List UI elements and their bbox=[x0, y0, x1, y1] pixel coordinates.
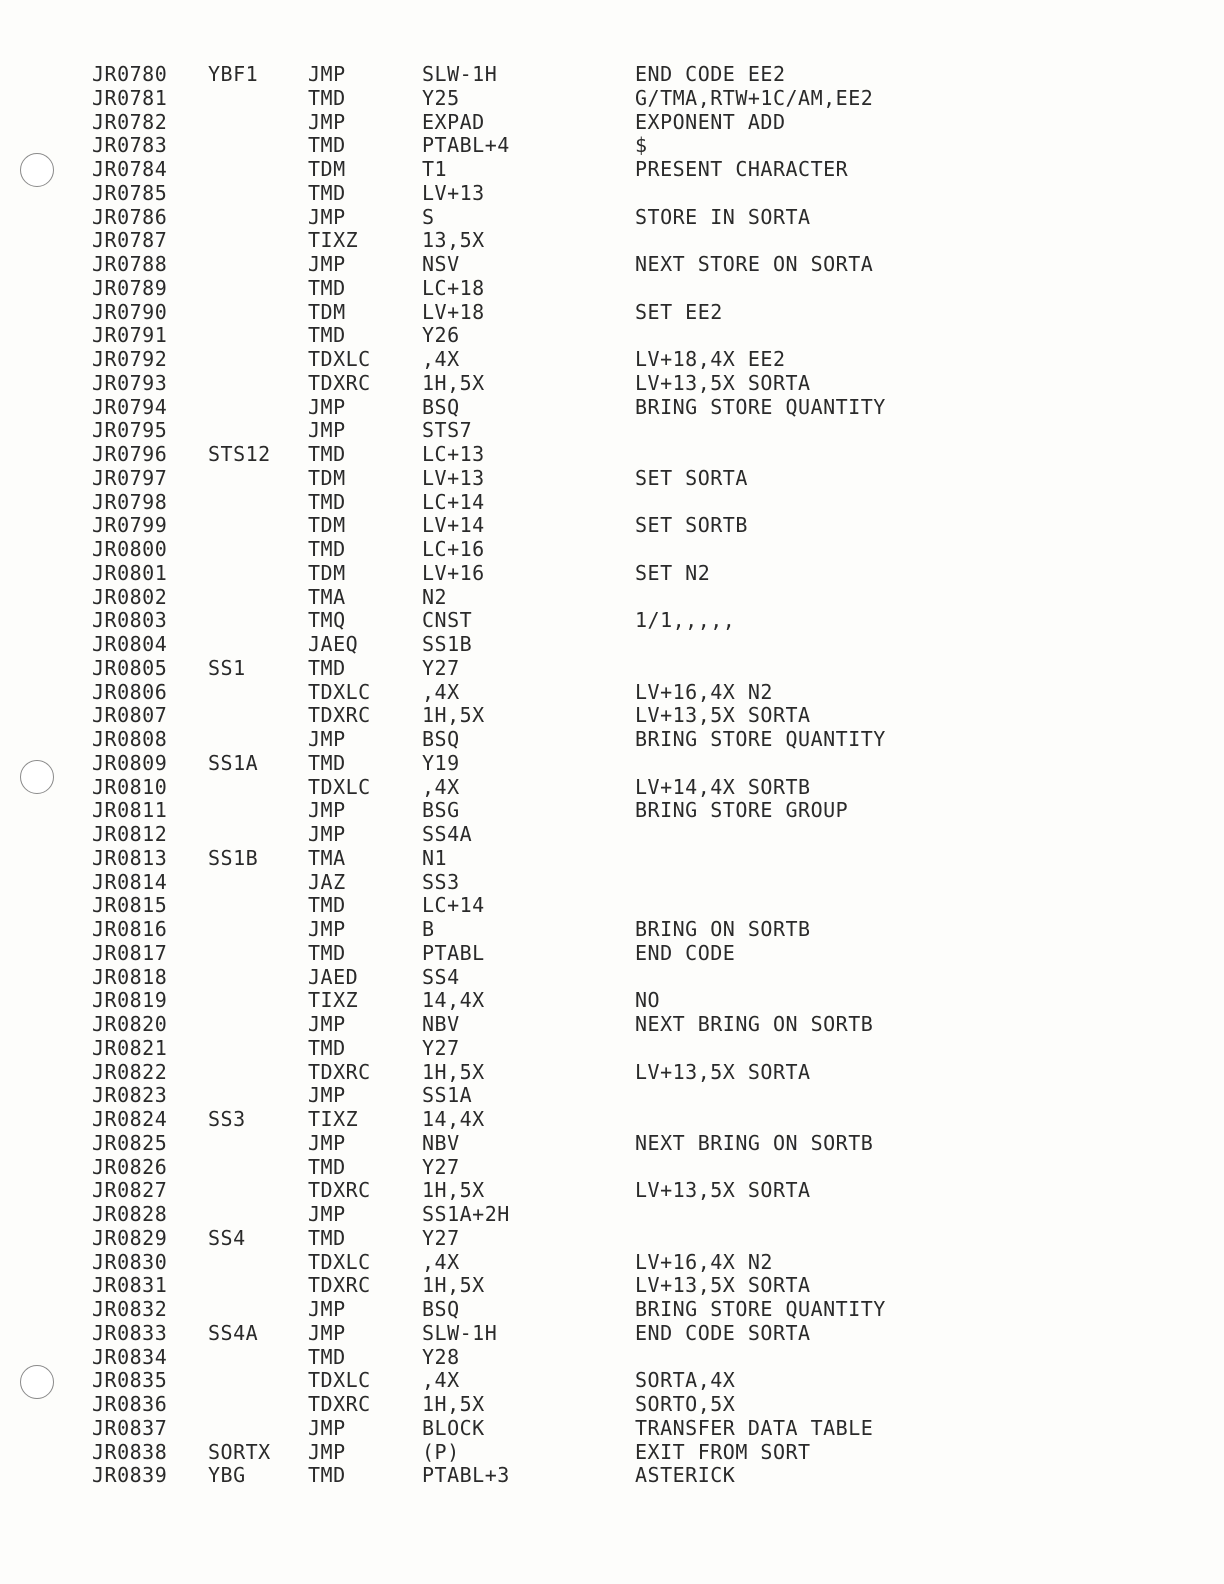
listing-row bbox=[92, 633, 992, 657]
sequence-number: JR0839 bbox=[92, 1463, 168, 1488]
opcode-field: TMD bbox=[308, 1463, 346, 1488]
operand-field: B bbox=[422, 917, 435, 941]
opcode-field: TDXLC bbox=[308, 347, 371, 371]
opcode-field: TMQ bbox=[308, 608, 346, 633]
operand-field: PTABL+3 bbox=[422, 1463, 510, 1488]
sequence-number: JR0819 bbox=[92, 988, 168, 1013]
listing-row bbox=[92, 111, 992, 135]
operand-field: LC+16 bbox=[422, 537, 485, 561]
label-field: SS1A bbox=[208, 750, 259, 775]
sequence-number: JR0788 bbox=[92, 252, 168, 276]
sequence-number: JR0802 bbox=[92, 584, 168, 609]
comment-field: END CODE SORTA bbox=[635, 1320, 811, 1345]
opcode-field: JMP bbox=[308, 917, 346, 941]
operand-field: SS3 bbox=[422, 869, 460, 894]
opcode-field: TDXRC bbox=[308, 370, 371, 395]
listing-row bbox=[92, 63, 992, 87]
comment-field: BRING STORE QUANTITY bbox=[635, 1297, 886, 1321]
opcode-field: TDXRC bbox=[308, 1178, 371, 1203]
listing-row bbox=[92, 966, 992, 990]
comment-field: ASTERICK bbox=[635, 1463, 736, 1488]
listing-row bbox=[92, 514, 992, 538]
opcode-field: JMP bbox=[308, 1439, 346, 1464]
listing-row bbox=[92, 1203, 992, 1227]
comment-field: SET SORTA bbox=[635, 465, 748, 490]
comment-field: LV+16,4X N2 bbox=[635, 679, 773, 704]
sequence-number: JR0821 bbox=[92, 1035, 168, 1060]
operand-field: 13,5X bbox=[422, 228, 485, 253]
comment-field: $ bbox=[635, 133, 648, 158]
listing-row bbox=[92, 1037, 992, 1061]
opcode-field: TMD bbox=[308, 1344, 346, 1369]
comment-field: NEXT STORE ON SORTA bbox=[635, 252, 874, 276]
sequence-number: JR0818 bbox=[92, 964, 168, 989]
listing-row bbox=[92, 1179, 992, 1203]
operand-field: SS1A bbox=[422, 1083, 473, 1108]
operand-field: SS1A+2H bbox=[422, 1202, 510, 1226]
opcode-field: TDXRC bbox=[308, 703, 371, 728]
opcode-field: JMP bbox=[308, 798, 346, 823]
sequence-number: JR0828 bbox=[92, 1202, 168, 1226]
opcode-field: JMP bbox=[308, 109, 346, 134]
opcode-field: JMP bbox=[308, 822, 346, 846]
operand-field: Y26 bbox=[422, 323, 460, 348]
opcode-field: TMD bbox=[308, 940, 346, 965]
opcode-field: TDXLC bbox=[308, 1368, 371, 1393]
operand-field: NBV bbox=[422, 1130, 460, 1155]
sequence-number: JR0801 bbox=[92, 560, 168, 585]
listing-row bbox=[92, 609, 992, 633]
operand-field: LV+18 bbox=[422, 299, 485, 324]
comment-field: LV+13,5X SORTA bbox=[635, 703, 811, 728]
operand-field: 1H,5X bbox=[422, 1178, 485, 1203]
opcode-field: JMP bbox=[308, 62, 346, 86]
listing-row bbox=[92, 538, 992, 562]
opcode-field: TDXLC bbox=[308, 679, 371, 704]
operand-field: BSQ bbox=[422, 1297, 460, 1321]
sequence-number: JR0787 bbox=[92, 228, 168, 253]
comment-field: LV+13,5X SORTA bbox=[635, 370, 811, 395]
operand-field: 1H,5X bbox=[422, 1059, 485, 1084]
listing-row bbox=[92, 681, 992, 705]
sequence-number: JR0835 bbox=[92, 1368, 168, 1393]
label-field: SS4 bbox=[208, 1225, 246, 1250]
sequence-number: JR0833 bbox=[92, 1320, 168, 1345]
listing-row bbox=[92, 396, 992, 420]
sequence-number: JR0805 bbox=[92, 655, 168, 680]
operand-field: LC+18 bbox=[422, 275, 485, 300]
opcode-field: TMD bbox=[308, 1035, 346, 1060]
opcode-field: JMP bbox=[308, 1297, 346, 1321]
listing-row bbox=[92, 1084, 992, 1108]
sequence-number: JR0816 bbox=[92, 917, 168, 941]
sequence-number: JR0803 bbox=[92, 608, 168, 633]
listing-row bbox=[92, 277, 992, 301]
operand-field: ,4X bbox=[422, 679, 460, 704]
label-field: STS12 bbox=[208, 442, 271, 466]
sequence-number: JR0796 bbox=[92, 442, 168, 466]
opcode-field: TDM bbox=[308, 157, 346, 181]
operand-field: ,4X bbox=[422, 774, 460, 799]
comment-field: NEXT BRING ON SORTB bbox=[635, 1130, 874, 1155]
sequence-number: JR0807 bbox=[92, 703, 168, 728]
listing-row bbox=[92, 942, 992, 966]
comment-field: SET N2 bbox=[635, 560, 711, 585]
operand-field: LV+14 bbox=[422, 513, 485, 538]
comment-field: NO bbox=[635, 988, 661, 1013]
opcode-field: TMA bbox=[308, 584, 346, 609]
listing-row bbox=[92, 562, 992, 586]
opcode-field: TMD bbox=[308, 1154, 346, 1179]
sequence-number: JR0793 bbox=[92, 370, 168, 395]
listing-row bbox=[92, 823, 992, 847]
operand-field: SS4A bbox=[422, 822, 473, 846]
opcode-field: TMA bbox=[308, 845, 346, 870]
listing-row bbox=[92, 1013, 992, 1037]
listing-row bbox=[92, 799, 992, 823]
comment-field: TRANSFER DATA TABLE bbox=[635, 1415, 874, 1440]
sequence-number: JR0829 bbox=[92, 1225, 168, 1250]
operand-field: Y27 bbox=[422, 1225, 460, 1250]
listing-row bbox=[92, 1274, 992, 1298]
operand-field: LV+16 bbox=[422, 560, 485, 585]
listing-row bbox=[92, 372, 992, 396]
sequence-number: JR0810 bbox=[92, 774, 168, 799]
comment-field: SORTO,5X bbox=[635, 1392, 736, 1416]
opcode-field: TDXLC bbox=[308, 1249, 371, 1274]
sequence-number: JR0791 bbox=[92, 323, 168, 348]
listing-row bbox=[92, 206, 992, 230]
listing-row bbox=[92, 467, 992, 491]
listing-row bbox=[92, 182, 992, 206]
sequence-number: JR0824 bbox=[92, 1107, 168, 1131]
listing-row bbox=[92, 657, 992, 681]
operand-field: 1H,5X bbox=[422, 1392, 485, 1416]
opcode-field: JMP bbox=[308, 1415, 346, 1440]
opcode-field: JMP bbox=[308, 1202, 346, 1226]
listing-row bbox=[92, 301, 992, 325]
operand-field: 1H,5X bbox=[422, 370, 485, 395]
sequence-number: JR0781 bbox=[92, 85, 168, 110]
opcode-field: TDXRC bbox=[308, 1059, 371, 1084]
comment-field: BRING STORE QUANTITY bbox=[635, 727, 886, 751]
operand-field: BLOCK bbox=[422, 1415, 485, 1440]
sequence-number: JR0826 bbox=[92, 1154, 168, 1179]
operand-field: LV+13 bbox=[422, 465, 485, 490]
operand-field: N2 bbox=[422, 584, 448, 609]
operand-field: CNST bbox=[422, 608, 473, 633]
opcode-field: TMD bbox=[308, 750, 346, 775]
comment-field: BRING STORE QUANTITY bbox=[635, 394, 886, 419]
comment-field: STORE IN SORTA bbox=[635, 204, 811, 229]
sequence-number: JR0809 bbox=[92, 750, 168, 775]
comment-field: LV+13,5X SORTA bbox=[635, 1178, 811, 1203]
listing-row bbox=[92, 1061, 992, 1085]
comment-field: 1/1,,,,, bbox=[635, 608, 736, 633]
opcode-field: TDXRC bbox=[308, 1392, 371, 1416]
operand-field: ,4X bbox=[422, 347, 460, 371]
listing-row bbox=[92, 1132, 992, 1156]
sequence-number: JR0785 bbox=[92, 180, 168, 205]
sequence-number: JR0834 bbox=[92, 1344, 168, 1369]
sequence-number: JR0782 bbox=[92, 109, 168, 134]
sequence-number: JR0799 bbox=[92, 513, 168, 538]
label-field: SS1B bbox=[208, 845, 259, 870]
opcode-field: TMD bbox=[308, 442, 346, 466]
opcode-field: JMP bbox=[308, 1130, 346, 1155]
comment-field: END CODE EE2 bbox=[635, 62, 786, 86]
label-field: SORTX bbox=[208, 1439, 271, 1464]
listing-row bbox=[92, 158, 992, 182]
operand-field: 14,4X bbox=[422, 1107, 485, 1131]
sequence-number: JR0836 bbox=[92, 1392, 168, 1416]
punch-hole-top bbox=[20, 153, 54, 187]
sequence-number: JR0820 bbox=[92, 1012, 168, 1036]
opcode-field: JMP bbox=[308, 204, 346, 229]
listing-row bbox=[92, 134, 992, 158]
operand-field: LV+13 bbox=[422, 180, 485, 205]
listing-row bbox=[92, 586, 992, 610]
sequence-number: JR0812 bbox=[92, 822, 168, 846]
opcode-field: JMP bbox=[308, 1083, 346, 1108]
comment-field: LV+13,5X SORTA bbox=[635, 1273, 811, 1298]
listing-row bbox=[92, 1441, 992, 1465]
assembly-listing bbox=[92, 63, 992, 1488]
opcode-field: JMP bbox=[308, 252, 346, 276]
operand-field: PTABL bbox=[422, 940, 485, 965]
listing-row bbox=[92, 871, 992, 895]
opcode-field: TDXLC bbox=[308, 774, 371, 799]
operand-field: SLW-1H bbox=[422, 62, 498, 86]
listing-row bbox=[92, 728, 992, 752]
sequence-number: JR0813 bbox=[92, 845, 168, 870]
listing-row bbox=[92, 752, 992, 776]
sequence-number: JR0784 bbox=[92, 157, 168, 181]
opcode-field: TMD bbox=[308, 489, 346, 514]
operand-field: ,4X bbox=[422, 1249, 460, 1274]
opcode-field: TMD bbox=[308, 85, 346, 110]
operand-field: BSG bbox=[422, 798, 460, 823]
operand-field: 1H,5X bbox=[422, 1273, 485, 1298]
sequence-number: JR0795 bbox=[92, 418, 168, 443]
listing-row bbox=[92, 847, 992, 871]
listing-row bbox=[92, 443, 992, 467]
operand-field: Y28 bbox=[422, 1344, 460, 1369]
comment-field: EXIT FROM SORT bbox=[635, 1439, 811, 1464]
listing-row bbox=[92, 348, 992, 372]
operand-field: STS7 bbox=[422, 418, 473, 443]
opcode-field: TDM bbox=[308, 465, 346, 490]
comment-field: G/TMA,RTW+1C/AM,EE2 bbox=[635, 85, 874, 110]
opcode-field: TDXRC bbox=[308, 1273, 371, 1298]
opcode-field: JAED bbox=[308, 964, 359, 989]
operand-field: Y27 bbox=[422, 1035, 460, 1060]
listing-row bbox=[92, 253, 992, 277]
opcode-field: JMP bbox=[308, 418, 346, 443]
sequence-number: JR0830 bbox=[92, 1249, 168, 1274]
operand-field: Y19 bbox=[422, 750, 460, 775]
listing-row bbox=[92, 776, 992, 800]
operand-field: 1H,5X bbox=[422, 703, 485, 728]
operand-field: BSQ bbox=[422, 394, 460, 419]
label-field: SS3 bbox=[208, 1107, 246, 1131]
opcode-field: TDM bbox=[308, 299, 346, 324]
comment-field: LV+16,4X N2 bbox=[635, 1249, 773, 1274]
opcode-field: TIXZ bbox=[308, 1107, 359, 1131]
sequence-number: JR0822 bbox=[92, 1059, 168, 1084]
opcode-field: TMD bbox=[308, 180, 346, 205]
operand-field: SS4 bbox=[422, 964, 460, 989]
opcode-field: JMP bbox=[308, 1320, 346, 1345]
sequence-number: JR0808 bbox=[92, 727, 168, 751]
listing-row bbox=[92, 1346, 992, 1370]
comment-field: SORTA,4X bbox=[635, 1368, 736, 1393]
operand-field: LC+14 bbox=[422, 893, 485, 918]
opcode-field: TMD bbox=[308, 893, 346, 918]
label-field: SS4A bbox=[208, 1320, 259, 1345]
sequence-number: JR0797 bbox=[92, 465, 168, 490]
sequence-number: JR0823 bbox=[92, 1083, 168, 1108]
sequence-number: JR0832 bbox=[92, 1297, 168, 1321]
listing-row bbox=[92, 704, 992, 728]
opcode-field: JMP bbox=[308, 727, 346, 751]
sequence-number: JR0804 bbox=[92, 632, 168, 656]
comment-field: LV+14,4X SORTB bbox=[635, 774, 811, 799]
listing-row bbox=[92, 1156, 992, 1180]
sequence-number: JR0825 bbox=[92, 1130, 168, 1155]
opcode-field: TMD bbox=[308, 1225, 346, 1250]
sequence-number: JR0790 bbox=[92, 299, 168, 324]
sequence-number: JR0794 bbox=[92, 394, 168, 419]
opcode-field: TMD bbox=[308, 537, 346, 561]
sequence-number: JR0792 bbox=[92, 347, 168, 371]
opcode-field: TIXZ bbox=[308, 988, 359, 1013]
sequence-number: JR0814 bbox=[92, 869, 168, 894]
punch-hole-middle bbox=[20, 760, 54, 794]
comment-field: SET EE2 bbox=[635, 299, 723, 324]
opcode-field: TDM bbox=[308, 560, 346, 585]
comment-field: SET SORTB bbox=[635, 513, 748, 538]
operand-field: N1 bbox=[422, 845, 448, 870]
sequence-number: JR0811 bbox=[92, 798, 168, 823]
sequence-number: JR0838 bbox=[92, 1439, 168, 1464]
operand-field: LC+14 bbox=[422, 489, 485, 514]
label-field: YBF1 bbox=[208, 62, 259, 86]
opcode-field: TMD bbox=[308, 323, 346, 348]
opcode-field: TDM bbox=[308, 513, 346, 538]
listing-row bbox=[92, 419, 992, 443]
sequence-number: JR0783 bbox=[92, 133, 168, 158]
sequence-number: JR0800 bbox=[92, 537, 168, 561]
listing-row bbox=[92, 1322, 992, 1346]
operand-field: (P) bbox=[422, 1439, 460, 1464]
comment-field: NEXT BRING ON SORTB bbox=[635, 1012, 874, 1036]
listing-row bbox=[92, 1227, 992, 1251]
operand-field: T1 bbox=[422, 157, 448, 181]
sequence-number: JR0817 bbox=[92, 940, 168, 965]
listing-row bbox=[92, 989, 992, 1013]
listing-row bbox=[92, 491, 992, 515]
operand-field: Y25 bbox=[422, 85, 460, 110]
operand-field: Y27 bbox=[422, 655, 460, 680]
comment-field: LV+13,5X SORTA bbox=[635, 1059, 811, 1084]
operand-field: S bbox=[422, 204, 435, 229]
sequence-number: JR0815 bbox=[92, 893, 168, 918]
operand-field: LC+13 bbox=[422, 442, 485, 466]
operand-field: Y27 bbox=[422, 1154, 460, 1179]
comment-field: END CODE bbox=[635, 940, 736, 965]
opcode-field: TMD bbox=[308, 133, 346, 158]
listing-row bbox=[92, 1417, 992, 1441]
operand-field: NSV bbox=[422, 252, 460, 276]
opcode-field: JAEQ bbox=[308, 632, 359, 656]
operand-field: EXPAD bbox=[422, 109, 485, 134]
label-field: YBG bbox=[208, 1463, 246, 1488]
listing-row bbox=[92, 1393, 992, 1417]
opcode-field: JAZ bbox=[308, 869, 346, 894]
operand-field: SS1B bbox=[422, 632, 473, 656]
operand-field: ,4X bbox=[422, 1368, 460, 1393]
sequence-number: JR0789 bbox=[92, 275, 168, 300]
opcode-field: TMD bbox=[308, 275, 346, 300]
listing-row bbox=[92, 894, 992, 918]
listing-row bbox=[92, 1464, 992, 1488]
listing-row bbox=[92, 1108, 992, 1132]
opcode-field: TIXZ bbox=[308, 228, 359, 253]
sequence-number: JR0806 bbox=[92, 679, 168, 704]
operand-field: NBV bbox=[422, 1012, 460, 1036]
operand-field: 14,4X bbox=[422, 988, 485, 1013]
comment-field: PRESENT CHARACTER bbox=[635, 157, 849, 181]
sequence-number: JR0798 bbox=[92, 489, 168, 514]
comment-field: EXPONENT ADD bbox=[635, 109, 786, 134]
sequence-number: JR0780 bbox=[92, 62, 168, 86]
label-field: SS1 bbox=[208, 655, 246, 680]
listing-row bbox=[92, 1298, 992, 1322]
sequence-number: JR0827 bbox=[92, 1178, 168, 1203]
listing-row bbox=[92, 1251, 992, 1275]
opcode-field: TMD bbox=[308, 655, 346, 680]
listing-row bbox=[92, 1369, 992, 1393]
listing-row bbox=[92, 229, 992, 253]
operand-field: SLW-1H bbox=[422, 1320, 498, 1345]
comment-field: BRING STORE GROUP bbox=[635, 798, 849, 823]
sequence-number: JR0831 bbox=[92, 1273, 168, 1298]
sequence-number: JR0837 bbox=[92, 1415, 168, 1440]
listing-row bbox=[92, 87, 992, 111]
operand-field: BSQ bbox=[422, 727, 460, 751]
operand-field: PTABL+4 bbox=[422, 133, 510, 158]
listing-row bbox=[92, 918, 992, 942]
opcode-field: JMP bbox=[308, 394, 346, 419]
comment-field: LV+18,4X EE2 bbox=[635, 347, 786, 371]
sequence-number: JR0786 bbox=[92, 204, 168, 229]
listing-row bbox=[92, 324, 992, 348]
opcode-field: JMP bbox=[308, 1012, 346, 1036]
punch-hole-bottom bbox=[20, 1365, 54, 1399]
comment-field: BRING ON SORTB bbox=[635, 917, 811, 941]
